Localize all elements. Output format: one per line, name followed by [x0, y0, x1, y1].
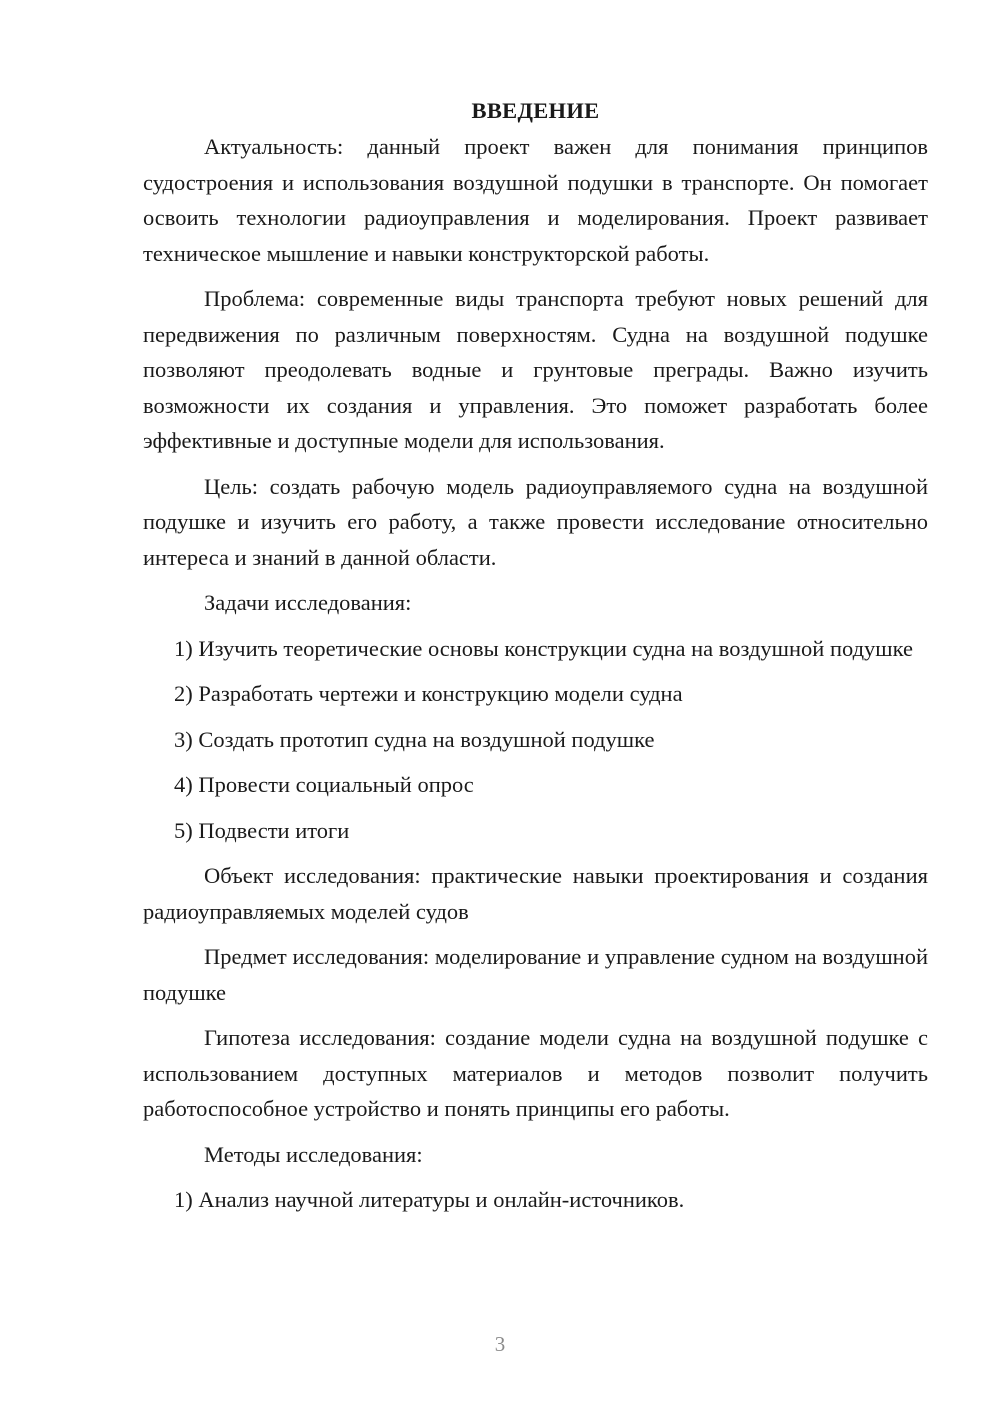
paragraph-object: Объект исследования: практические навыки проектирования и создания радиоуправляемых моделей судов — [143, 863, 928, 924]
section-heading: ВВЕДЕНИЕ — [471, 98, 600, 123]
list-item: 1) Анализ научной литературы и онлайн-источников. — [174, 1187, 685, 1212]
list-item: 3) Создать прототип судна на воздушной подушке — [174, 726, 655, 752]
list-item: 5) Подвести итоги — [174, 817, 350, 843]
page-number: 3 — [494, 1332, 506, 1356]
paragraph-goal: Цель: создать рабочую модель радиоуправляемого судна на воздушной подушке и изучить его работу, а также провести исследование относительно интереса и знаний в данной области. — [143, 473, 928, 570]
paragraph-hypothesis: Гипотеза исследования: создание модели судна на воздушной подушке с использованием доступных материалов и методов позволит получить работоспособное устройство и понять принципы его работы. — [143, 1025, 928, 1121]
tasks-list — [143, 631, 928, 849]
list-item: 2) Разработать чертежи и конструкцию модели судна — [174, 681, 683, 706]
page-content — [143, 93, 928, 1228]
paragraph-problem: Проблема: современные виды транспорта требуют новых решений для передвижения по различным поверхностям. Судна на воздушной подушке позволяют преодолевать водные и грунтовые преграды. Важно изучить возможности их создания и управления. Это поможет разработать более эффективные и доступные модели для использования. — [143, 286, 928, 453]
list-item: 1) Изучить теоретические основы конструкции судна на воздушной подушке — [174, 635, 913, 661]
paragraph-relevance: Актуальность: данный проект важен для понимания принципов судостроения и использования воздушной подушки в транспорте. Он помогает освоить технологии радиоуправления и моделирования. Проект развивает техническое мышление и навыки конструкторской работы. — [143, 134, 928, 266]
list-item: 4) Провести социальный опрос — [174, 772, 474, 797]
paragraph-subject: Предмет исследования: моделирование и управление судном на воздушной подушке — [143, 944, 928, 1005]
tasks-title: Задачи исследования: — [204, 590, 412, 615]
methods-list — [143, 1182, 928, 1218]
methods-title: Методы исследования: — [204, 1141, 423, 1167]
